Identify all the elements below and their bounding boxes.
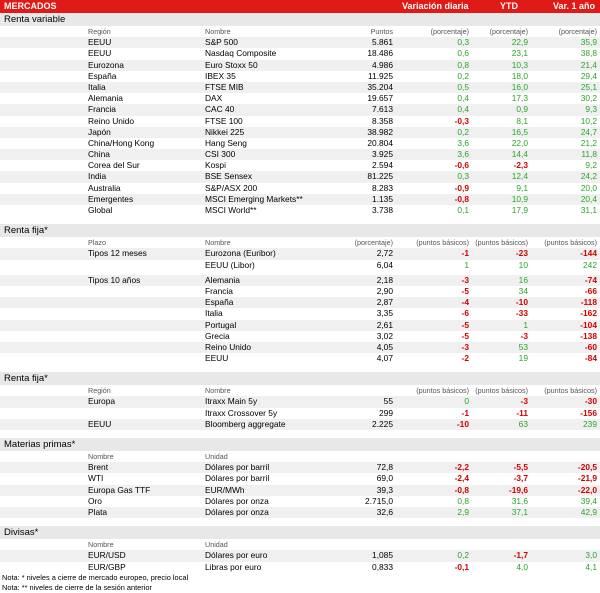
fixed-income-rates-1y-change: 242 (583, 259, 597, 270)
fixed-income-rates-value: 2,18 (376, 274, 393, 285)
commodities-name: EUR/MWh (205, 484, 245, 495)
commodities-header-name: Unidad (205, 452, 228, 461)
commodities-region: Oro (88, 495, 102, 506)
fixed-income-rates-name: EEUU (205, 353, 229, 364)
fixed-income-credit-header-row (0, 385, 600, 396)
equities-region: EEUU (88, 37, 112, 48)
fixed-income-credit-ytd-change: -11 (516, 407, 528, 418)
equities-row (0, 82, 600, 93)
fixed-income-rates-name: Grecia (205, 330, 230, 341)
fixed-income-rates-daily-change: -2 (461, 353, 469, 364)
equities-name: BSE Sensex (205, 171, 253, 182)
currencies-name: Dólares por euro (205, 550, 268, 561)
fixed-income-rates-1y-change: -162 (580, 308, 597, 319)
fixed-income-credit-ytd-change: -3 (520, 396, 528, 407)
equities-row (0, 138, 600, 149)
fixed-income-rates-value: 3,35 (376, 308, 393, 319)
commodities-value: 32,6 (376, 506, 393, 517)
equities-value: 3.925 (372, 149, 393, 160)
currencies-region: EUR/USD (88, 550, 126, 561)
fixed-income-rates-ytd-change: 10 (518, 259, 528, 270)
equities-region: Italia (88, 81, 106, 92)
fixed-income-rates-value: 2,87 (376, 297, 393, 308)
currencies-1y-change: 3,0 (585, 550, 597, 561)
section-gap (0, 518, 600, 526)
col-header-1y: Var. 1 año (553, 1, 596, 11)
equities-daily-change: 0,4 (457, 104, 469, 115)
fixed-income-rates-daily-change: -4 (461, 297, 469, 308)
currencies-ytd-change: 4,0 (516, 561, 528, 572)
fixed-income-rates-ytd-change: -23 (515, 248, 528, 259)
fixed-income-rates-name: Italia (205, 308, 223, 319)
equities-1y-change: 9,3 (585, 104, 597, 115)
equities-title (0, 13, 600, 26)
equities-value: 18.486 (367, 48, 393, 59)
currencies-header-row (0, 539, 600, 550)
equities-ytd-change: 14,4 (511, 149, 528, 160)
equities-ytd-change: 16,5 (511, 126, 528, 137)
equities-region: India (88, 171, 107, 182)
fixed-income-rates-1y-change: -84 (584, 353, 597, 364)
commodities-row (0, 473, 600, 484)
currencies-header-region: Nombre (88, 540, 114, 550)
fixed-income-rates-region: Tipos 12 meses (88, 248, 147, 259)
commodities-ytd-change: 37,1 (511, 506, 528, 517)
fixed-income-rates-section (0, 224, 600, 364)
equities-name: DAX (205, 93, 223, 104)
commodities-1y-change: 42,9 (580, 506, 597, 517)
fixed-income-rates-value: 2,90 (376, 285, 393, 296)
fixed-income-rates-title-text: Renta fija* (4, 225, 48, 237)
equities-region: Eurozona (88, 59, 124, 70)
commodities-1y-change: 39,4 (580, 495, 597, 506)
fixed-income-credit-daily-change: -10 (456, 418, 469, 429)
equities-region: China/Hong Kong (88, 137, 155, 148)
fixed-income-credit-ytd-change: 63 (518, 418, 528, 429)
fixed-income-rates-value: 2,61 (376, 319, 393, 330)
fixed-income-credit-header-c1: (puntos básicos) (416, 386, 469, 396)
equities-ytd-change: -2,3 (513, 160, 528, 171)
fixed-income-rates-name: Alemania (205, 274, 240, 285)
equities-row (0, 160, 600, 171)
commodities-name: Dólares por barril (205, 462, 270, 473)
commodities-header-region: Nombre (88, 452, 114, 461)
equities-1y-change: 31,1 (580, 205, 597, 215)
fixed-income-rates-daily-change: -1 (461, 248, 469, 259)
commodities-value: 69,0 (376, 473, 393, 484)
fixed-income-credit-row (0, 419, 600, 430)
equities-name: MSCI World** (205, 205, 257, 215)
fixed-income-credit-daily-change: 0 (464, 396, 469, 407)
markets-title: MERCADOS (4, 1, 57, 11)
fixed-income-rates-ytd-change: 53 (518, 341, 528, 352)
footnotes (0, 573, 600, 593)
equities-1y-change: 24,7 (580, 126, 597, 137)
fixed-income-rates-daily-change: -5 (461, 285, 469, 296)
equities-1y-change: 10,2 (580, 115, 597, 126)
equities-name: MSCI Emerging Markets** (205, 193, 303, 204)
fixed-income-credit-header-region: Región (88, 386, 111, 396)
fixed-income-credit-header-name: Nombre (205, 386, 231, 396)
commodities-ytd-change: -19,6 (508, 484, 528, 495)
fixed-income-rates-row (0, 308, 600, 319)
equities-value: 20.804 (367, 137, 393, 148)
equities-1y-change: 20,0 (580, 182, 597, 193)
fixed-income-credit-row (0, 396, 600, 407)
fixed-income-rates-name: Portugal (205, 319, 237, 330)
fixed-income-credit-1y-change: 239 (583, 418, 597, 429)
equities-ytd-change: 9,1 (516, 182, 528, 193)
fixed-income-rates-region: Tipos 10 años (88, 274, 141, 285)
fixed-income-rates-ytd-change: 19 (518, 353, 528, 364)
equities-row (0, 104, 600, 115)
equities-name: Kospi (205, 160, 226, 171)
equities-region: EEUU (88, 48, 112, 59)
equities-row (0, 183, 600, 194)
equities-daily-change: 0,3 (457, 37, 469, 48)
commodities-value: 2.715,0 (365, 495, 393, 506)
equities-value: 1.135 (372, 193, 393, 204)
fixed-income-rates-value: 4,05 (376, 341, 393, 352)
commodities-daily-change: -0,8 (454, 484, 469, 495)
fixed-income-credit-header-c2: (puntos básicos) (475, 386, 528, 396)
equities-daily-change: 0,1 (457, 205, 469, 215)
equities-daily-change: -0,3 (454, 115, 469, 126)
equities-ytd-change: 8,1 (516, 115, 528, 126)
equities-daily-change: -0,9 (454, 182, 469, 193)
equities-ytd-change: 17,3 (511, 93, 528, 104)
equities-daily-change: 3,6 (457, 137, 469, 148)
commodities-header-row (0, 451, 600, 462)
equities-region: Alemania (88, 93, 123, 104)
fixed-income-credit-title (0, 372, 600, 385)
equities-region: Global (88, 205, 113, 215)
equities-daily-change: -0,8 (454, 193, 469, 204)
fixed-income-rates-header-c3: (puntos básicos) (544, 238, 597, 248)
commodities-title (0, 438, 600, 451)
markets-header-bar (0, 0, 600, 13)
equities-daily-change: -0,6 (454, 160, 469, 171)
equities-daily-change: 3,6 (457, 149, 469, 160)
equities-region: Australia (88, 182, 121, 193)
fixed-income-rates-1y-change: -104 (580, 319, 597, 330)
equities-value: 11.925 (368, 70, 393, 81)
equities-row (0, 93, 600, 104)
equities-name: S&P 500 (205, 37, 238, 48)
fixed-income-rates-row (0, 353, 600, 364)
equities-ytd-change: 10,9 (511, 193, 528, 204)
equities-row (0, 171, 600, 182)
commodities-row (0, 462, 600, 473)
commodities-section (0, 438, 600, 518)
currencies-row (0, 562, 600, 573)
equities-daily-change: 0,8 (457, 59, 469, 70)
equities-value: 4.986 (372, 59, 393, 70)
fixed-income-rates-ytd-change: -3 (520, 330, 528, 341)
commodities-region: Brent (88, 462, 109, 473)
equities-value: 8.358 (372, 115, 393, 126)
equities-row (0, 48, 600, 59)
equities-name: CAC 40 (205, 104, 235, 115)
equities-ytd-change: 22,0 (511, 137, 528, 148)
fixed-income-credit-value: 299 (379, 407, 393, 418)
currencies-region: EUR/GBP (88, 561, 126, 572)
fixed-income-rates-name: EEUU (Libor) (205, 259, 255, 270)
equities-name: FTSE MIB (205, 81, 244, 92)
commodities-ytd-change: -3,7 (513, 473, 528, 484)
fixed-income-rates-name: Francia (205, 285, 233, 296)
section-gap (0, 216, 600, 224)
equities-value: 8.283 (372, 182, 393, 193)
fixed-income-credit-1y-change: -156 (580, 407, 597, 418)
equities-1y-change: 30,2 (580, 93, 597, 104)
fixed-income-rates-ytd-change: 16 (518, 274, 528, 285)
commodities-1y-change: -22,0 (577, 484, 597, 495)
equities-1y-change: 25,1 (580, 81, 597, 92)
fixed-income-rates-daily-change: -3 (461, 341, 469, 352)
fixed-income-rates-daily-change: -5 (461, 319, 469, 330)
fixed-income-credit-value: 55 (383, 396, 393, 407)
equities-name: Nasdaq Composite (205, 48, 277, 59)
fixed-income-rates-ytd-change: 34 (518, 285, 528, 296)
section-gap (0, 364, 600, 372)
equities-ytd-change: 10,3 (511, 59, 528, 70)
equities-name: Euro Stoxx 50 (205, 59, 258, 70)
equities-value: 38.982 (367, 126, 393, 137)
fixed-income-rates-row (0, 286, 600, 297)
fixed-income-rates-name: Eurozona (Euribor) (205, 248, 276, 259)
equities-1y-change: 21,2 (580, 137, 597, 148)
equities-row (0, 149, 600, 160)
fixed-income-rates-row (0, 320, 600, 331)
fixed-income-rates-row (0, 342, 600, 353)
fixed-income-credit-region: Europa (88, 396, 116, 407)
equities-daily-change: 0,2 (457, 126, 469, 137)
equities-row (0, 116, 600, 127)
equities-header-row (0, 26, 600, 37)
fixed-income-rates-name: Reino Unido (205, 341, 252, 352)
equities-daily-change: 0,3 (457, 171, 469, 182)
fixed-income-credit-header-c3: (puntos básicos) (544, 386, 597, 396)
equities-ytd-change: 16,0 (511, 81, 528, 92)
fixed-income-rates-row (0, 331, 600, 342)
fixed-income-rates-value: 2,72 (376, 248, 393, 259)
equities-section (0, 13, 600, 216)
equities-header-name: Nombre (205, 27, 231, 36)
equities-region: Reino Unido (88, 115, 135, 126)
fixed-income-rates-1y-change: -144 (580, 248, 597, 259)
equities-1y-change: 24,2 (580, 171, 597, 182)
commodities-daily-change: -2,2 (454, 462, 469, 473)
commodities-daily-change: 2,9 (457, 506, 469, 517)
equities-header-value: Puntos (370, 27, 393, 36)
currencies-row (0, 550, 600, 561)
commodities-name: Dólares por onza (205, 495, 269, 506)
currencies-daily-change: -0,1 (454, 561, 469, 572)
equities-region: China (88, 149, 110, 160)
fixed-income-rates-header-name: Nombre (205, 238, 231, 248)
equities-value: 81.225 (367, 171, 393, 182)
commodities-name: Dólares por onza (205, 506, 269, 517)
footnote: Nota: ** niveles de cierre de la sesión anterior (2, 582, 152, 592)
commodities-title-text: Materias primas* (4, 439, 76, 450)
equities-region: Emergentes (88, 193, 134, 204)
commodities-value: 39,3 (376, 484, 393, 495)
fixed-income-rates-ytd-change: -10 (515, 297, 528, 308)
fixed-income-credit-name: Itraxx Crossover 5y (205, 407, 278, 418)
fixed-income-rates-row (0, 248, 600, 259)
currencies-header-name: Unidad (205, 540, 228, 550)
col-header-daily: Variación diaria (402, 1, 469, 11)
fixed-income-rates-header-c1: (puntos básicos) (416, 238, 469, 248)
currencies-ytd-change: -1,7 (513, 550, 528, 561)
fixed-income-rates-value: 3,02 (376, 330, 393, 341)
commodities-value: 72,8 (376, 462, 393, 473)
commodities-1y-change: -21,9 (577, 473, 597, 484)
commodities-1y-change: -20,5 (577, 462, 597, 473)
currencies-title-text: Divisas* (4, 527, 39, 539)
commodities-region: Europa Gas TTF (88, 484, 151, 495)
fixed-income-rates-1y-change: -74 (584, 274, 597, 285)
equities-title-text: Renta variable (4, 14, 66, 25)
equities-row (0, 127, 600, 138)
fixed-income-rates-header-c2: (puntos básicos) (475, 238, 528, 248)
equities-region: Japón (88, 126, 111, 137)
equities-header-region: Región (88, 27, 111, 36)
col-header-ytd: YTD (500, 1, 518, 11)
equities-ytd-change: 22,9 (511, 37, 528, 48)
fixed-income-rates-header-region: Plazo (88, 238, 106, 248)
equities-value: 2.594 (372, 160, 393, 171)
equities-1y-change: 11,8 (581, 149, 597, 160)
equities-ytd-change: 23,1 (511, 48, 528, 59)
fixed-income-rates-ytd-change: 1 (523, 319, 528, 330)
commodities-ytd-change: -5,5 (513, 462, 528, 473)
equities-daily-change: 0,2 (457, 70, 469, 81)
equities-1y-change: 38,8 (580, 48, 597, 59)
fixed-income-rates-daily-change: -6 (461, 308, 469, 319)
fixed-income-rates-1y-change: -66 (584, 285, 597, 296)
fixed-income-rates-1y-change: -138 (580, 330, 597, 341)
equities-header-c1: (porcentaje) (430, 27, 469, 36)
fixed-income-rates-daily-change: -5 (461, 330, 469, 341)
fixed-income-rates-title (0, 224, 600, 237)
fixed-income-rates-row (0, 275, 600, 286)
currencies-section (0, 526, 600, 573)
equities-value: 3.738 (372, 205, 393, 215)
equities-1y-change: 21,4 (580, 59, 597, 70)
equities-region: Francia (88, 104, 116, 115)
equities-value: 19.657 (367, 93, 393, 104)
fixed-income-rates-daily-change: -3 (461, 274, 469, 285)
equities-name: Hang Seng (205, 137, 247, 148)
currencies-1y-change: 4,1 (585, 561, 597, 572)
equities-name: IBEX 35 (205, 70, 236, 81)
fixed-income-credit-name: Itraxx Main 5y (205, 396, 258, 407)
equities-row (0, 71, 600, 82)
equities-daily-change: 0,4 (457, 93, 469, 104)
equities-1y-change: 29,4 (580, 70, 597, 81)
fixed-income-credit-value: 2.225 (372, 418, 393, 429)
fixed-income-credit-region: EEUU (88, 418, 112, 429)
fixed-income-rates-name: España (205, 297, 234, 308)
commodities-name: Dólares por barril (205, 473, 270, 484)
equities-value: 5.861 (372, 37, 393, 48)
fixed-income-rates-value: 4,07 (376, 353, 393, 364)
equities-ytd-change: 18,0 (511, 70, 528, 81)
commodities-row (0, 496, 600, 507)
fixed-income-rates-ytd-change: -33 (515, 308, 528, 319)
currencies-name: Libras por euro (205, 561, 262, 572)
footnote: Nota: * niveles a cierre de mercado europeo, precio local (2, 572, 189, 582)
fixed-income-rates-daily-change: 1 (464, 259, 469, 270)
equities-value: 7.613 (372, 104, 393, 115)
equities-daily-change: 0,6 (457, 48, 469, 59)
equities-value: 35.204 (367, 81, 393, 92)
currencies-title (0, 526, 600, 539)
equities-1y-change: 9,2 (585, 160, 597, 171)
commodities-daily-change: -2,4 (454, 473, 469, 484)
fixed-income-rates-1y-change: -118 (580, 297, 597, 308)
fixed-income-credit-daily-change: -1 (461, 407, 469, 418)
equities-region: España (88, 70, 117, 81)
fixed-income-rates-header-value: (porcentaje) (354, 238, 393, 248)
fixed-income-rates-1y-change: -60 (584, 341, 597, 352)
commodities-daily-change: 0,8 (457, 495, 469, 506)
commodities-row (0, 507, 600, 518)
equities-daily-change: 0,5 (457, 81, 469, 92)
equities-name: FTSE 100 (205, 115, 243, 126)
equities-region: Corea del Sur (88, 160, 140, 171)
commodities-ytd-change: 31,6 (511, 495, 528, 506)
fixed-income-credit-row (0, 408, 600, 419)
equities-ytd-change: 17,9 (511, 205, 528, 215)
equities-header-c3: (porcentaje) (558, 27, 597, 36)
equities-ytd-change: 12,4 (511, 171, 528, 182)
equities-name: Nikkei 225 (205, 126, 245, 137)
equities-name: CSI 300 (205, 149, 236, 160)
commodities-row (0, 485, 600, 496)
equities-row (0, 37, 600, 48)
fixed-income-credit-section (0, 372, 600, 430)
section-gap (0, 430, 600, 438)
fixed-income-credit-1y-change: -30 (584, 396, 597, 407)
fixed-income-rates-row (0, 297, 600, 308)
equities-name: S&P/ASX 200 (205, 182, 258, 193)
fixed-income-credit-name: Bloomberg aggregate (205, 418, 286, 429)
sections-container (0, 13, 600, 573)
fixed-income-credit-title-text: Renta fija* (4, 373, 48, 385)
commodities-region: Plata (88, 506, 108, 517)
equities-1y-change: 35,9 (580, 37, 597, 48)
equities-ytd-change: 0,9 (516, 104, 528, 115)
equities-header-c2: (porcentaje) (489, 27, 528, 36)
fixed-income-rates-row (0, 260, 600, 271)
currencies-daily-change: 0,2 (457, 550, 469, 561)
equities-row (0, 194, 600, 205)
currencies-value: 0,833 (372, 561, 393, 572)
equities-1y-change: 20,4 (580, 193, 597, 204)
fixed-income-rates-value: 6,04 (376, 259, 393, 270)
equities-row (0, 60, 600, 71)
equities-row (0, 205, 600, 216)
currencies-value: 1,085 (372, 550, 393, 561)
fixed-income-rates-header-row (0, 237, 600, 248)
commodities-region: WTI (88, 473, 104, 484)
